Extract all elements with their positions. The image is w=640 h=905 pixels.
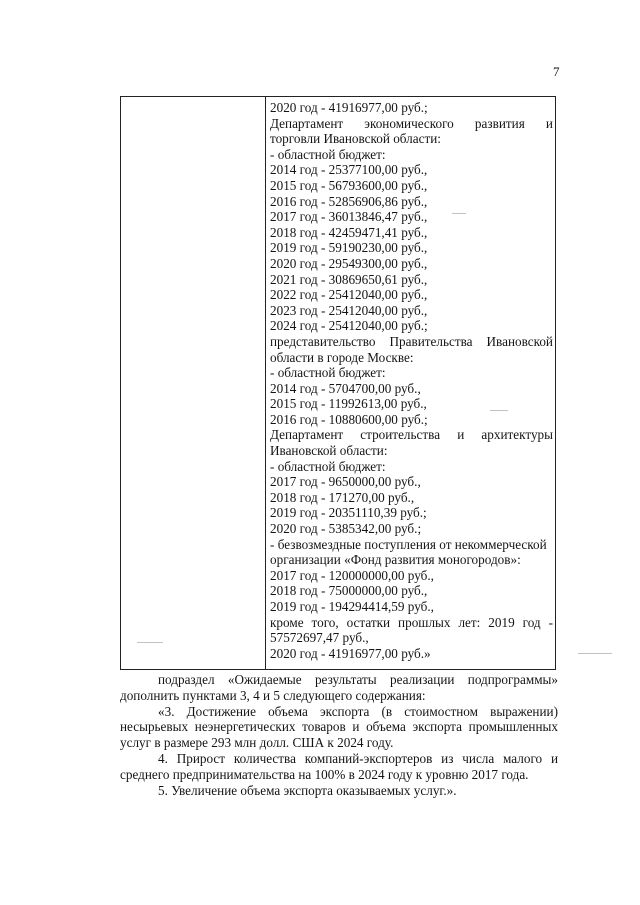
cell-line: 2018 год - 75000000,00 руб., xyxy=(270,583,428,599)
cell-line: 2022 год - 25412040,00 руб., xyxy=(270,287,428,303)
cell-line: 57572697,47 руб., xyxy=(270,630,369,646)
cell-line: 2018 год - 171270,00 руб., xyxy=(270,489,415,505)
cell-line: 2020 год - 5385342,00 руб.; xyxy=(270,521,422,537)
cell-line: представительство Правительства Ивановской xyxy=(270,333,553,349)
funding-cell xyxy=(270,100,553,661)
cell-line: 2023 год - 25412040,00 руб., xyxy=(270,302,428,318)
cell-line: 2015 год - 56793600,00 руб., xyxy=(270,177,428,193)
scan-speck xyxy=(490,410,508,411)
cell-line: 2019 год - 20351110,39 руб.; xyxy=(270,505,427,521)
cell-line: 2017 год - 9650000,00 руб., xyxy=(270,474,421,490)
cell-line: организации «Фонд развития моногородов»: xyxy=(270,552,521,568)
cell-line: 2014 год - 5704700,00 руб., xyxy=(270,380,421,396)
body-line: 4. Прирост количества компаний-экспортеров из числа малого и xyxy=(158,750,558,766)
cell-line: 2020 год - 41916977,00 руб.» xyxy=(270,645,431,661)
cell-line: 2016 год - 10880600,00 руб.; xyxy=(270,411,428,427)
body-line: услуг в размере 293 млн долл. США к 2024 году. xyxy=(120,735,394,751)
body-line: дополнить пунктами 3, 4 и 5 следующего содержания: xyxy=(120,687,426,703)
cell-line: 2017 год - 36013846,47 руб., xyxy=(270,209,428,225)
cell-line: 2017 год - 120000000,00 руб., xyxy=(270,567,434,583)
cell-line: области в городе Москве: xyxy=(270,349,414,365)
cell-line: 2014 год - 25377100,00 руб., xyxy=(270,162,428,178)
cell-line: 2020 год - 41916977,00 руб.; xyxy=(270,100,428,115)
cell-line: 2018 год - 42459471,41 руб., xyxy=(270,224,428,240)
scan-speck xyxy=(452,213,466,214)
scan-speck xyxy=(137,642,163,643)
cell-line: 2021 год - 30869650,61 руб., xyxy=(270,271,428,287)
cell-line: - областной бюджет: xyxy=(270,146,386,162)
cell-line: - областной бюджет: xyxy=(270,365,386,381)
table-column-divider xyxy=(265,97,266,669)
scan-speck xyxy=(578,653,612,654)
cell-line: 2020 год - 29549300,00 руб., xyxy=(270,255,428,271)
cell-line: 2019 год - 59190230,00 руб., xyxy=(270,240,428,256)
cell-line: Департамент экономического развития и xyxy=(270,115,553,131)
cell-line: кроме того, остатки прошлых лет: 2019 год - xyxy=(270,614,553,630)
cell-line: 2024 год - 25412040,00 руб.; xyxy=(270,318,428,334)
cell-line: 2019 год - 194294414,59 руб., xyxy=(270,599,434,614)
cell-line: Департамент строительства и архитектуры xyxy=(270,427,553,443)
funding-table xyxy=(120,96,556,670)
body-paragraphs xyxy=(120,672,558,798)
body-line: подраздел «Ожидаемые результаты реализации подпрограммы» xyxy=(158,672,558,687)
cell-line: 2015 год - 11992613,00 руб., xyxy=(270,396,427,412)
cell-line: 2016 год - 52856906,86 руб., xyxy=(270,193,428,209)
page-number: 7 xyxy=(553,64,560,79)
body-line: несырьевых неэнергетических товаров и объема экспорта промышленных xyxy=(120,719,558,735)
body-line: «3. Достижение объема экспорта (в стоимостном выражении) xyxy=(158,703,558,719)
cell-line: - безвозмездные поступления от некоммерческой xyxy=(270,536,547,552)
body-line: среднего предпринимательства на 100% в 2024 году к уровню 2017 года. xyxy=(120,766,529,782)
cell-line: торговли Ивановской области: xyxy=(270,131,441,147)
cell-line: - областной бюджет: xyxy=(270,458,386,474)
body-line: 5. Увеличение объема экспорта оказываемых услуг.». xyxy=(158,782,457,798)
cell-line: Ивановской области: xyxy=(270,443,388,459)
